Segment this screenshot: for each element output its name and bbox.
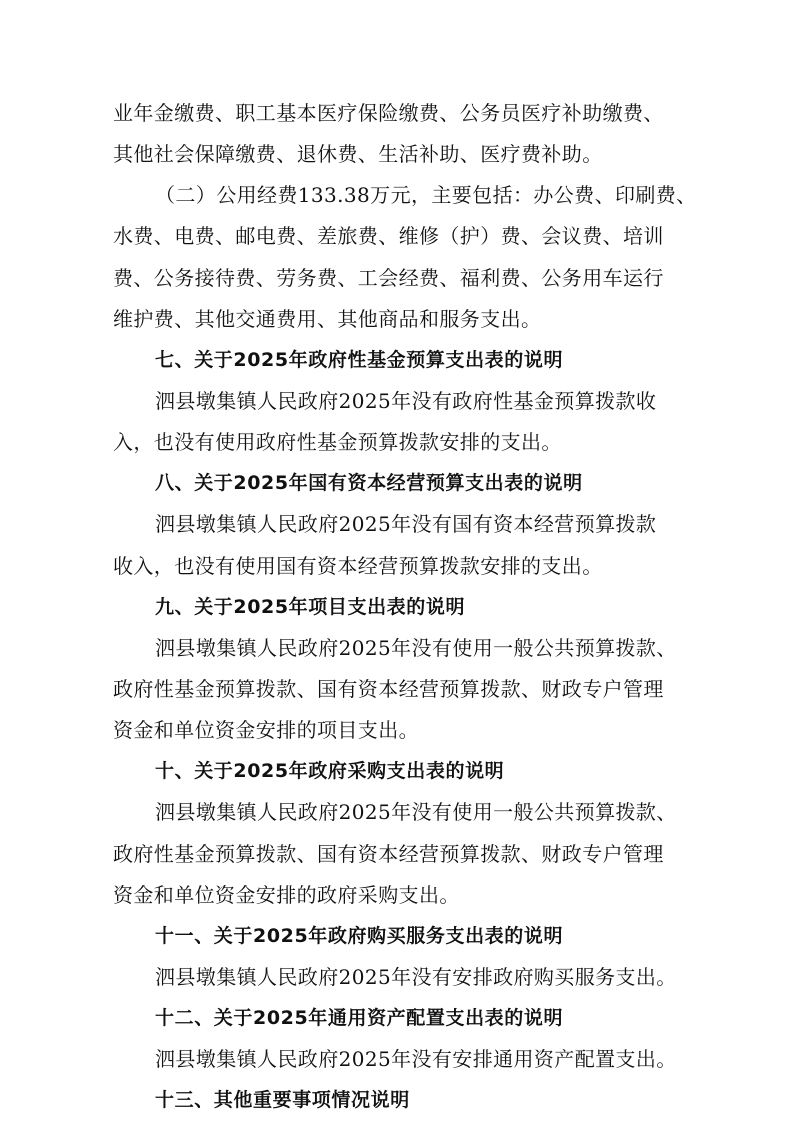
section-heading: 十三、其他重要事项情况说明 [155, 1089, 410, 1111]
text-line: 业年金缴费、职工基本医疗保险缴费、公务员医疗补助缴费、 [113, 101, 664, 125]
text-line: 泗县墩集镇人民政府2025年没有使用一般公共预算拨款、 [155, 636, 677, 660]
text-line: 资金和单位资金安排的政府采购支出。 [113, 883, 460, 907]
section-heading: 七、关于2025年政府性基金预算支出表的说明 [155, 349, 564, 371]
section-heading: 九、关于2025年项目支出表的说明 [155, 596, 466, 618]
text-line: 泗县墩集镇人民政府2025年没有使用一般公共预算拨款、 [155, 800, 677, 824]
section-heading: 十二、关于2025年通用资产配置支出表的说明 [155, 1007, 564, 1029]
section-heading: 十一、关于2025年政府购买服务支出表的说明 [155, 925, 564, 947]
text-line: 泗县墩集镇人民政府2025年没有安排通用资产配置支出。 [155, 1047, 677, 1071]
text-line: 费、公务接待费、劳务费、工会经费、福利费、公务用车运行 [113, 266, 664, 290]
text-line: 政府性基金预算拨款、国有资本经营预算拨款、财政专户管理 [113, 842, 664, 866]
text-line: 维护费、其他交通费用、其他商品和服务支出。 [113, 307, 542, 331]
text-line: 泗县墩集镇人民政府2025年没有国有资本经营预算拨款 [155, 512, 657, 536]
text-line: 政府性基金预算拨款、国有资本经营预算拨款、财政专户管理 [113, 677, 664, 701]
text-line: 收入，也没有使用国有资本经营预算拨款安排的支出。 [113, 554, 603, 578]
section-heading: 十、关于2025年政府采购支出表的说明 [155, 760, 505, 782]
text-line: 泗县墩集镇人民政府2025年没有政府性基金预算拨款收 [155, 389, 657, 413]
text-line: 水费、电费、邮电费、差旅费、维修（护）费、会议费、培训 [113, 224, 664, 248]
text-line: （二）公用经费133.38万元，主要包括：办公费、印刷费、 [155, 183, 697, 207]
text-line: 资金和单位资金安排的项目支出。 [113, 718, 419, 742]
text-line: 入，也没有使用政府性基金预算拨款安排的支出。 [113, 430, 562, 454]
text-line: 其他社会保障缴费、退休费、生活补助、医疗费补助。 [113, 142, 603, 166]
text-line: 泗县墩集镇人民政府2025年没有安排政府购买服务支出。 [155, 965, 677, 989]
section-heading: 八、关于2025年国有资本经营预算支出表的说明 [155, 472, 583, 494]
